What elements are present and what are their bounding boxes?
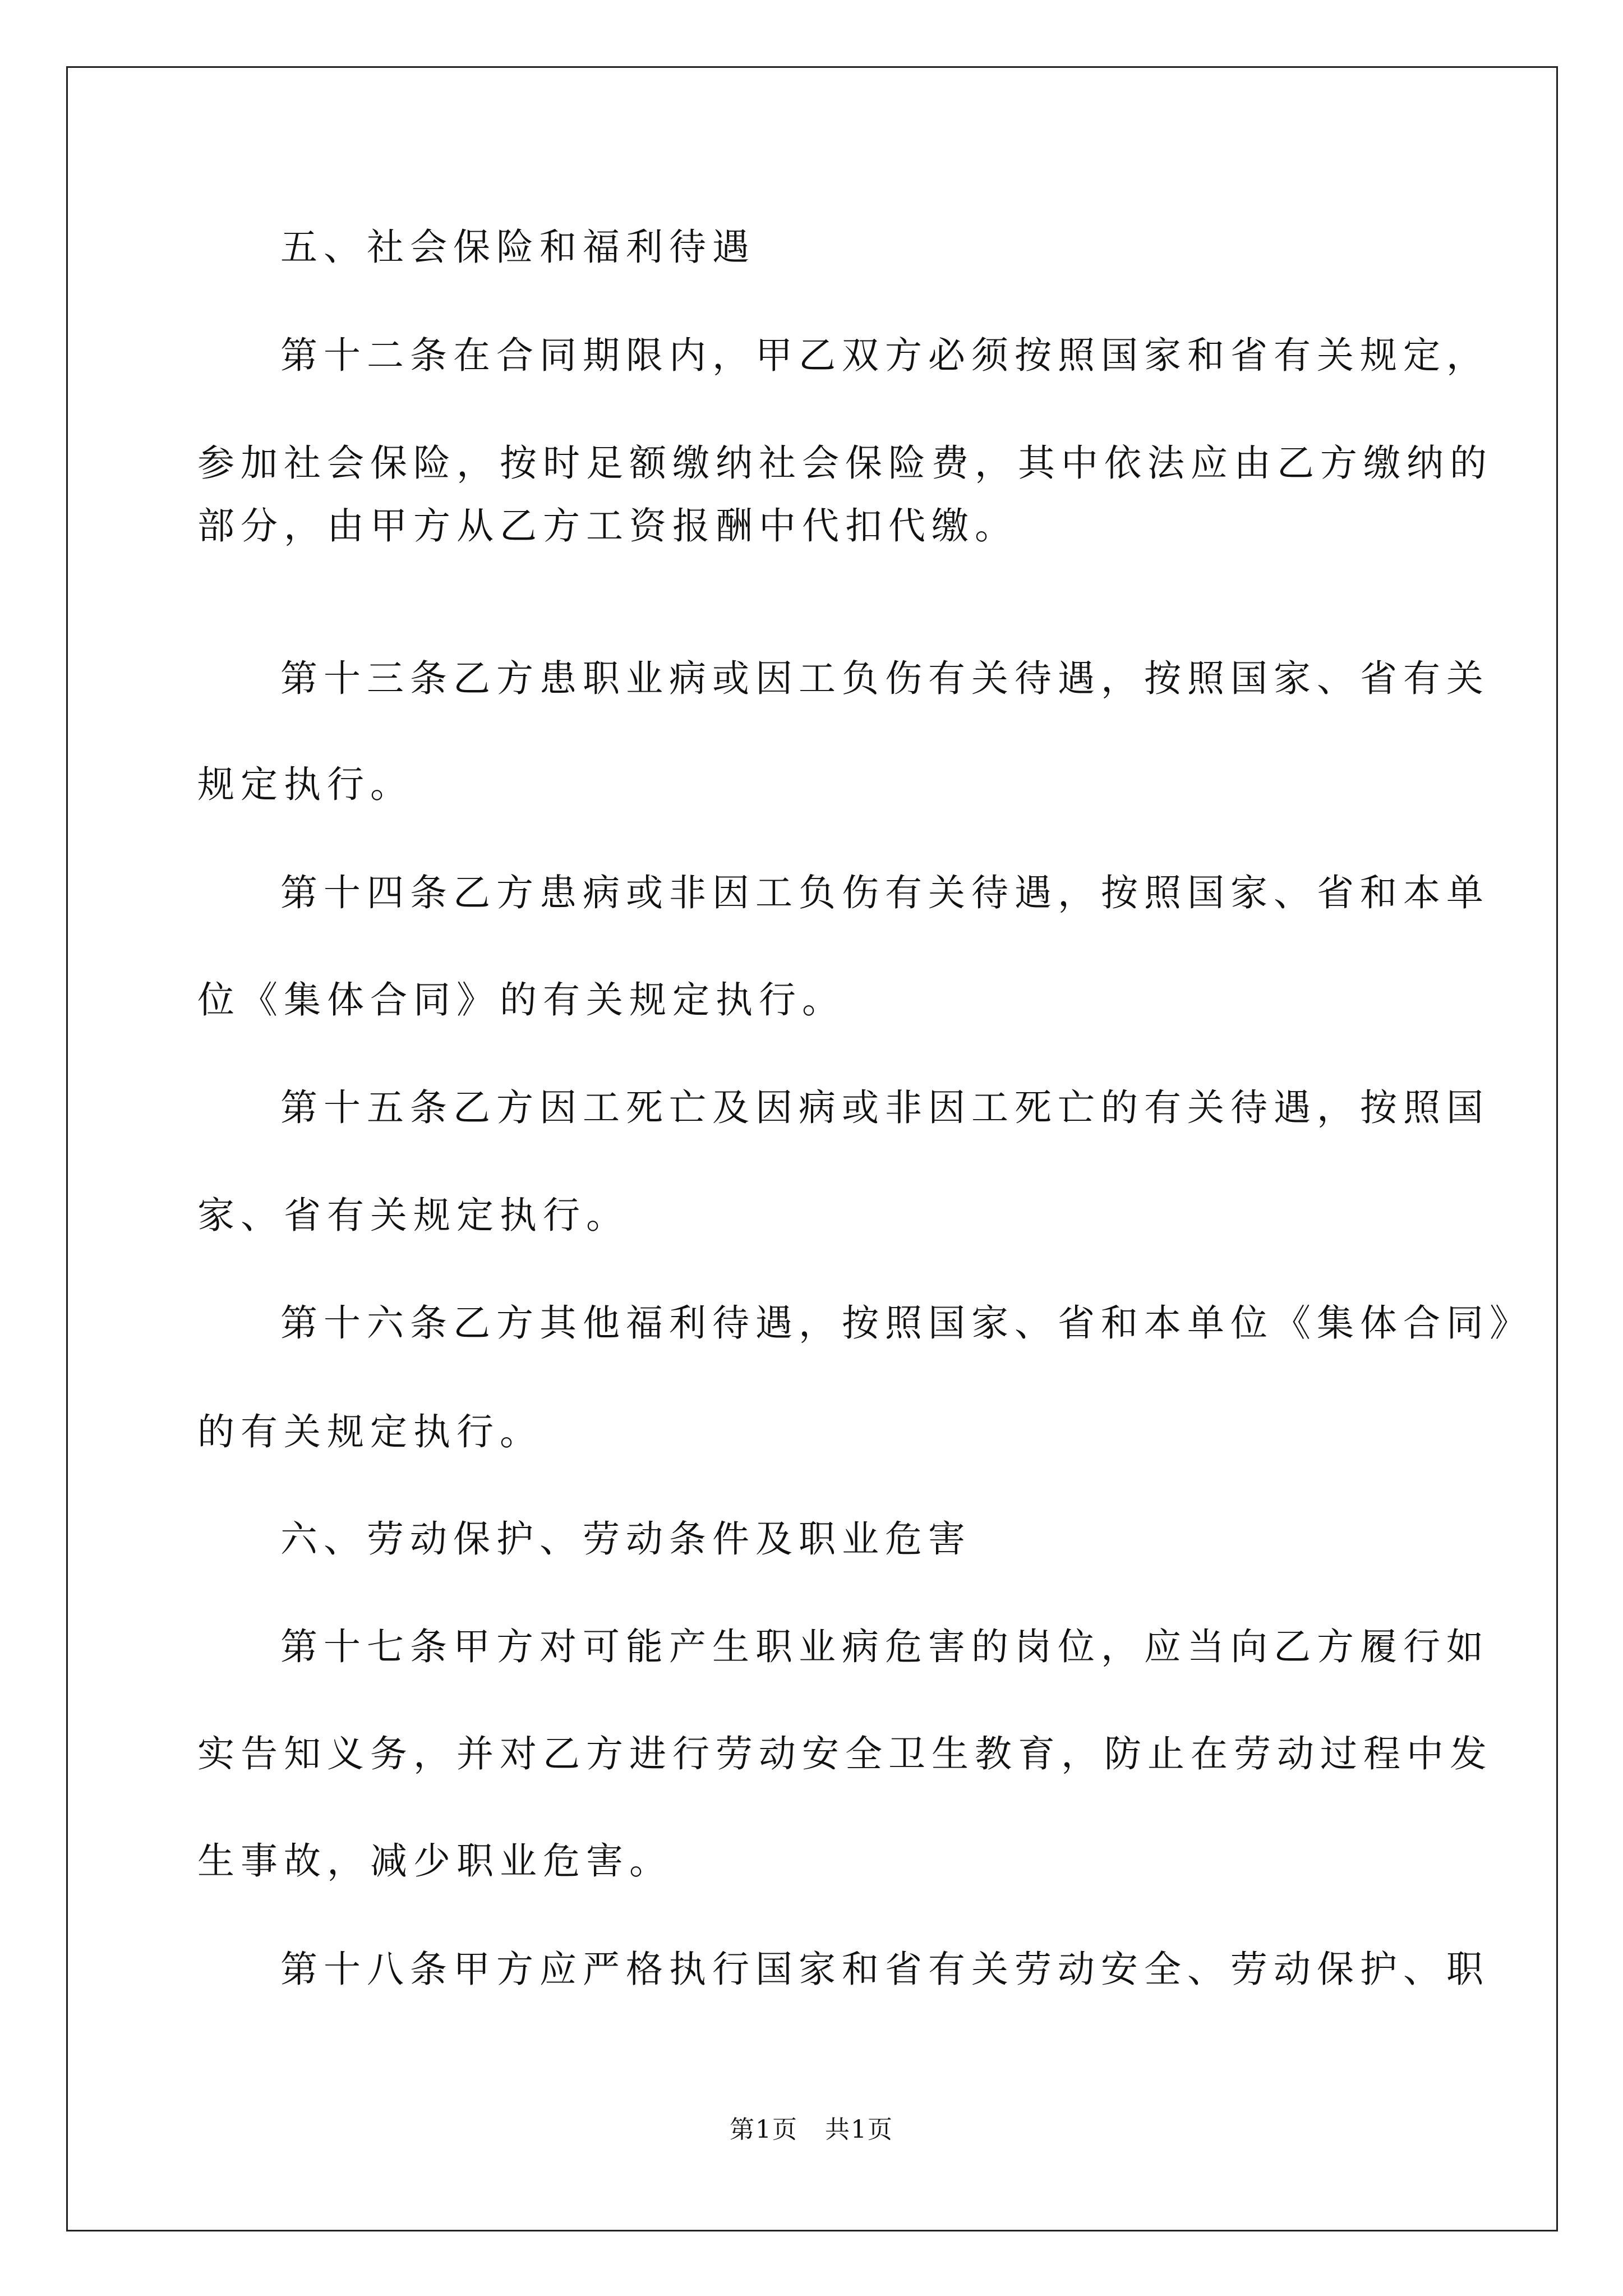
article-14-line-2: 位《集体合同》的有关规定执行。 [197,978,845,1022]
page-border [66,66,1558,2231]
article-14-line-1: 第十四条乙方患病或非因工负伤有关待遇，按照国家、省和本单 [280,871,1490,914]
page-footer: 第1页 共1页 [730,2115,893,2144]
section-heading-social-insurance: 五、社会保险和福利待遇 [280,226,755,269]
article-18-line-1: 第十八条甲方应严格执行国家和省有关劳动安全、劳动保护、职 [280,1948,1490,1991]
article-15-line-1: 第十五条乙方因工死亡及因病或非因工死亡的有关待遇，按照国 [280,1086,1490,1129]
article-17-line-3: 生事故，减少职业危害。 [197,1839,672,1883]
article-13-line-1: 第十三条乙方患职业病或因工负伤有关待遇，按照国家、省有关 [280,657,1490,700]
article-16-line-1: 第十六条乙方其他福利待遇，按照国家、省和本单位《集体合同》 [280,1301,1533,1345]
article-13-line-2: 规定执行。 [197,763,413,806]
article-12-line-2: 参加社会保险，按时足额缴纳社会保险费，其中依法应由乙方缴纳的 [197,441,1493,485]
article-17-line-2: 实告知义务，并对乙方进行劳动安全卫生教育，防止在劳动过程中发 [197,1732,1493,1775]
article-16-line-2: 的有关规定执行。 [197,1410,543,1453]
section-heading-labor-protection: 六、劳动保护、劳动条件及职业危害 [280,1517,971,1561]
article-17-line-1: 第十七条甲方对可能产生职业病危害的岗位，应当向乙方履行如 [280,1625,1490,1668]
article-12-line-1: 第十二条在合同期限内，甲乙双方必须按照国家和省有关规定， [280,334,1490,377]
article-15-line-2: 家、省有关规定执行。 [197,1194,629,1237]
article-12-line-3: 部分，由甲方从乙方工资报酬中代扣代缴。 [197,504,1018,547]
